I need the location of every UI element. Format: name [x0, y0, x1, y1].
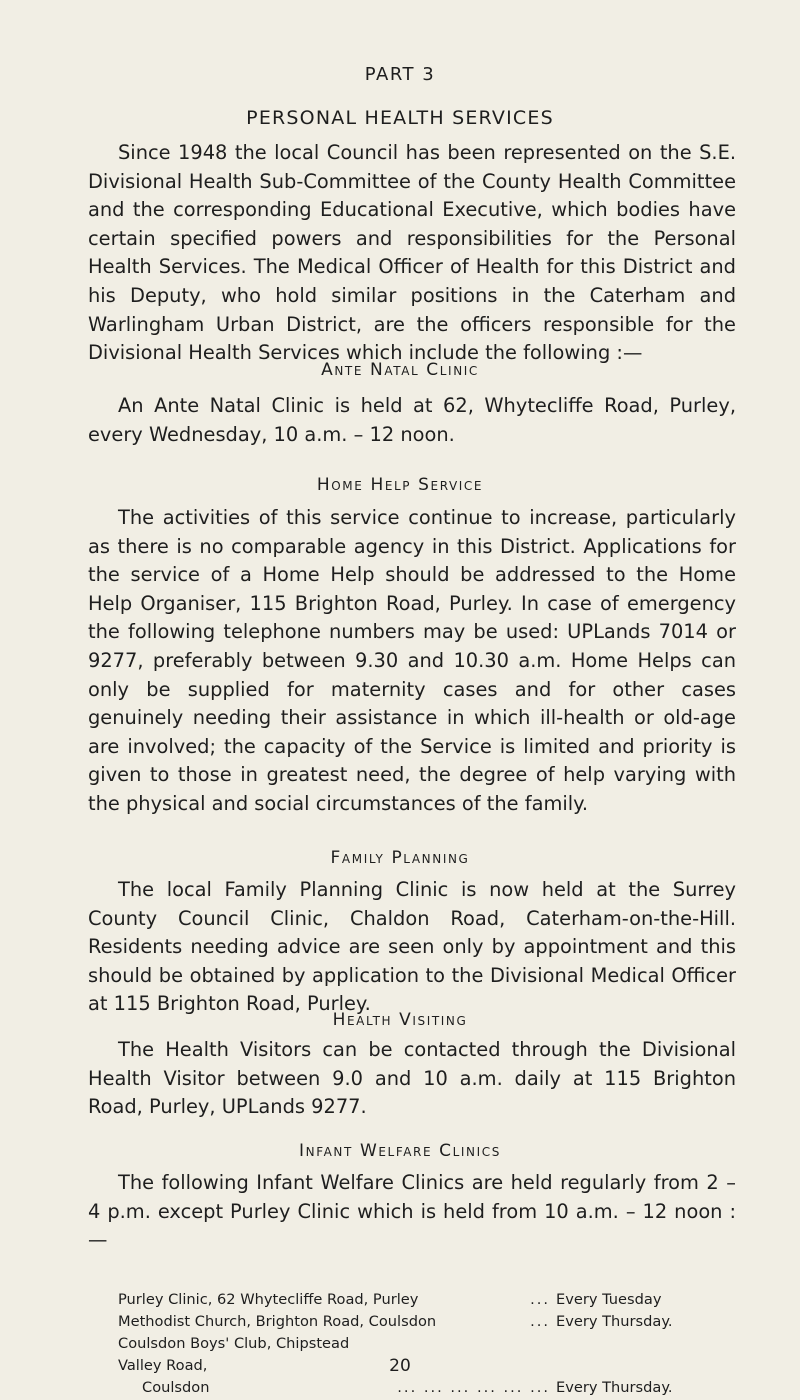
clinic-day: Every Tuesday [556, 1291, 662, 1308]
clinic-list [118, 1289, 712, 1399]
infant-welfare-heading: Infant Welfare Clinics [299, 1141, 501, 1161]
section-title: PERSONAL HEALTH SERVICES [246, 107, 554, 129]
clinic-place: Methodist Church, Brighton Road, Coulsdon [118, 1313, 437, 1330]
infant-welfare-block [88, 1169, 736, 1255]
family-planning-heading: Family Planning [330, 848, 470, 868]
clinic-day: Every Thursday. [556, 1313, 673, 1330]
home-help-paragraph: The activities of this service continue to increase, particularly as there is no comparable agency in this District. Applications for the service of a Home Help should be addressed to the Home Help Organiser, 115 Brighton Road, Purley. In case of emergency the following telephone numbers may be used: UPLands 7014 or 9277, preferably between 9.30 and 10.30 a.m. Home Helps can only be supplied for maternity cases and for other cases genuinely needing their assistance in which ill-health or old-age are involved; the capacity of the Service is limited and priority is given to those in greatest need, the degree of help varying with the physical and social circumstances of the family. [88, 506, 736, 815]
health-visiting-block [88, 1036, 736, 1122]
health-visiting-paragraph: The Health Visitors can be contacted through the Divisional Health Visitor between 9.0 and 10 a.m. daily at 115 Brighton Road, Purley, UPLands 9277. [88, 1038, 736, 1119]
leader-dots: ... ... ... ... ... ... [397, 1379, 550, 1396]
family-planning-paragraph: The local Family Planning Clinic is now held at the Surrey County Council Clinic, Chaldon Road, Caterham-on-the-Hill. Residents needing advice are seen only by appointment and this should be obtained by application to the Divisional Medical Officer at 115 Brighton Road, Purley. [88, 878, 736, 1016]
home-help-block [88, 504, 736, 819]
leader-dots: ... [530, 1291, 550, 1308]
page-number: 20 [389, 1356, 411, 1376]
ante-natal-block [88, 392, 736, 449]
part-title: PART 3 [364, 64, 436, 85]
clinic-place: Coulsdon Boys' Club, Chipstead Valley Road, [118, 1335, 350, 1374]
ante-natal-heading: Ante Natal Clinic [321, 360, 479, 380]
clinic-place: Purley Clinic, 62 Whytecliffe Road, Purley [118, 1291, 419, 1308]
intro-paragraph-block [88, 139, 736, 368]
family-planning-block [88, 876, 736, 1019]
leader-dots: ... [530, 1313, 550, 1330]
health-visiting-heading: Health Visiting [332, 1010, 468, 1030]
intro-paragraph: Since 1948 the local Council has been represented on the S.E. Divisional Health Sub-Committee of the County Health Committee and the corresponding Educational Executive, which bodies have certain specified powers and responsibilities for the Personal Health Services. The Medical Officer of Health for this District and his Deputy, who hold similar positions in the Caterham and Warlingham Urban District, are the officers responsible for the Divisional Health Services which include the following :— [88, 141, 736, 365]
clinic-row [118, 1289, 712, 1311]
clinic-place-continued: Coulsdon [142, 1379, 210, 1396]
infant-welfare-paragraph: The following Infant Welfare Clinics are held regularly from 2 – 4 p.m. except Purley Clinic which is held from 10 a.m. – 12 noon :— [88, 1171, 736, 1252]
home-help-heading: Home Help Service [316, 475, 484, 495]
clinic-day: Every Thursday. [556, 1379, 673, 1396]
clinic-row [118, 1311, 712, 1333]
ante-natal-paragraph: An Ante Natal Clinic is held at 62, Whytecliffe Road, Purley, every Wednesday, 10 a.m. – 12 noon. [88, 394, 736, 446]
